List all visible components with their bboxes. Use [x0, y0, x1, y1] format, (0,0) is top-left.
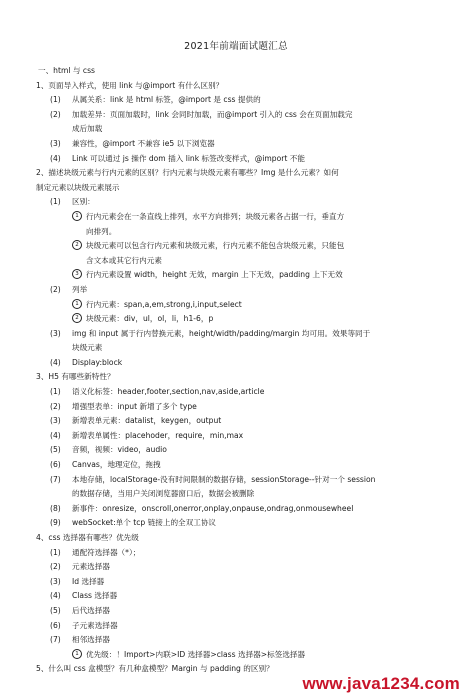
item-number: (3) — [50, 328, 61, 338]
text-line — [36, 385, 446, 400]
item-number: (2) — [50, 284, 61, 294]
text-line — [36, 516, 446, 531]
text-line — [36, 79, 446, 94]
circled-number: 2 — [72, 313, 82, 323]
line-text: 加载差异：页面加载时，link 会同时加载，而@import 引入的 css 会在页面加载完 — [72, 109, 353, 119]
line-text: 音频，视频：video，audio — [72, 445, 167, 455]
item-number: (7) — [50, 474, 61, 484]
text-line — [36, 341, 446, 356]
line-text: 通配符选择器（*）； — [72, 547, 141, 557]
circled-number: 1 — [72, 649, 82, 659]
text-line — [36, 356, 446, 371]
text-line — [36, 648, 446, 663]
circled-number: 3 — [72, 269, 82, 279]
line-text: 成后加载 — [72, 124, 103, 134]
item-number: (5) — [50, 605, 61, 615]
text-line — [36, 195, 446, 210]
text-line — [36, 268, 446, 283]
text-line — [36, 589, 446, 604]
line-text: 新事件：onresize，onscroll,onerror,onplay,onpause,ondrag,onmousewheel — [72, 503, 354, 513]
line-text: 1、页面导入样式，使用 link 与@import 有什么区别？ — [36, 80, 224, 90]
line-text: Display:block — [72, 357, 123, 367]
document-body — [36, 64, 446, 677]
line-text: 向排列。 — [86, 226, 117, 236]
line-text: 子元素选择器 — [72, 620, 118, 630]
item-number: (4) — [50, 357, 61, 367]
line-text: 兼容性，@import 不兼容 ie5 以下浏览器 — [72, 138, 215, 148]
text-line — [36, 531, 446, 546]
text-line — [36, 604, 446, 619]
line-text: 语义化标签：header,footer,section,nav,aside,article — [72, 387, 265, 397]
item-number: (2) — [50, 401, 61, 411]
item-number: (9) — [50, 518, 61, 528]
text-line — [36, 546, 446, 561]
item-number: (1) — [50, 95, 61, 105]
item-number: (8) — [50, 503, 61, 513]
line-text: 5、什么叫 css 盒模型？有几种盒模型？Margin 与 padding 的区别？ — [36, 664, 274, 674]
line-text: 从属关系：link 是 html 标签，@import 是 css 提供的 — [72, 95, 261, 105]
line-text: 含文本或其它行内元素 — [86, 255, 162, 265]
line-text: Id 选择器 — [72, 576, 105, 586]
line-text: 制定元素以块级元素展示 — [36, 182, 120, 192]
text-line — [36, 181, 446, 196]
item-number: (2) — [50, 562, 61, 572]
text-line — [36, 502, 446, 517]
item-number: (4) — [50, 591, 61, 601]
line-text: 列举 — [72, 284, 88, 294]
text-line — [36, 239, 446, 254]
line-text: 块级元素 — [72, 343, 103, 353]
text-line — [36, 137, 446, 152]
item-number: (3) — [50, 576, 61, 586]
circled-number: 2 — [72, 240, 82, 250]
site-watermark: www.java1234.com — [302, 674, 460, 693]
line-text: Link 可以通过 js 操作 dom 插入 link 标签改变样式，@import 不能 — [72, 153, 305, 163]
line-text: 增强型表单：input 新增了多个 type — [72, 401, 197, 411]
line-text: 3、H5 有哪些新特性？ — [36, 372, 115, 382]
item-number: (6) — [50, 620, 61, 630]
item-number: (1) — [50, 547, 61, 557]
text-line — [36, 298, 446, 313]
item-number: (1) — [50, 197, 61, 207]
line-text: webSocket:单个 tcp 链接上的全双工协议 — [72, 518, 217, 528]
text-line — [36, 64, 446, 79]
item-number: (5) — [50, 445, 61, 455]
line-text: 4、css 选择器有哪些？优先级 — [36, 533, 139, 542]
item-number: (3) — [50, 138, 61, 148]
text-line — [36, 312, 446, 327]
text-line — [36, 283, 446, 298]
line-text: Class 选择器 — [72, 591, 118, 601]
text-line — [36, 619, 446, 634]
text-line — [36, 152, 446, 167]
text-line — [36, 414, 446, 429]
text-line — [36, 93, 446, 108]
item-number: (6) — [50, 460, 61, 470]
text-line — [36, 473, 446, 488]
line-text: 元素选择器 — [72, 562, 110, 572]
line-text: 新增表单元素：datalist，keygen，output — [72, 416, 222, 426]
line-text: 一、html 与 css — [38, 66, 95, 75]
line-text: 2、描述块级元素与行内元素的区别？行内元素与块级元素有哪些？Img 是什么元素？如何 — [36, 168, 339, 178]
item-number: (2) — [50, 109, 61, 119]
text-line — [36, 400, 446, 415]
line-text: 相邻选择器 — [72, 635, 110, 645]
item-number: (4) — [50, 430, 61, 440]
item-number: (3) — [50, 416, 61, 426]
line-text: 区别： — [72, 197, 95, 207]
line-text: 行内元素设置 width，height 无效，margin 上下无效，padding 上下无效 — [86, 270, 343, 280]
text-line — [36, 327, 446, 342]
line-text: 行内元素会在一条直线上排列，水平方向排列；块级元素各占据一行，垂直方 — [86, 211, 345, 221]
text-line — [36, 429, 446, 444]
line-text: Canvas，地理定位，拖拽 — [72, 460, 161, 470]
text-line — [36, 560, 446, 575]
line-text: 新增表单属性：placehoder，require，min,max — [72, 430, 244, 440]
line-text: 优先级：！Import>内联>ID 选择器>class 选择器>标签选择器 — [86, 649, 306, 659]
line-text: 块级元素可以包含行内元素和块级元素，行内元素不能包含块级元素，只能包 — [86, 241, 345, 251]
text-line — [36, 370, 446, 385]
item-number: (7) — [50, 635, 61, 645]
text-line — [36, 108, 446, 123]
line-text: 块级元素：div，ul，ol，li，h1-6，p — [86, 314, 214, 324]
line-text: 行内元素：span,a,em,strong,i,input,select — [86, 299, 242, 309]
text-line — [36, 254, 446, 269]
text-line — [36, 443, 446, 458]
text-line — [36, 166, 446, 181]
line-text: 后代选择器 — [72, 605, 110, 615]
text-line — [36, 487, 446, 502]
text-line — [36, 225, 446, 240]
circled-number: 1 — [72, 211, 82, 221]
item-number: (1) — [50, 387, 61, 397]
circled-number: 1 — [72, 299, 82, 309]
text-line — [36, 458, 446, 473]
document-title: 2021年前端面试题汇总 — [184, 41, 288, 52]
text-line — [36, 633, 446, 648]
item-number: (4) — [50, 153, 61, 163]
text-line — [36, 210, 446, 225]
text-line — [36, 122, 446, 137]
text-line — [36, 575, 446, 590]
line-text: img 和 input 属于行内替换元素，height/width/padding/margin 均可用。效果等同于 — [72, 328, 371, 338]
line-text: 的数据存储，当用户关闭浏览器窗口后，数据会被删除 — [72, 489, 255, 499]
line-text: 本地存储，localStorage-没有时间限制的数据存储，sessionStorage--针对一个 session — [72, 474, 376, 484]
